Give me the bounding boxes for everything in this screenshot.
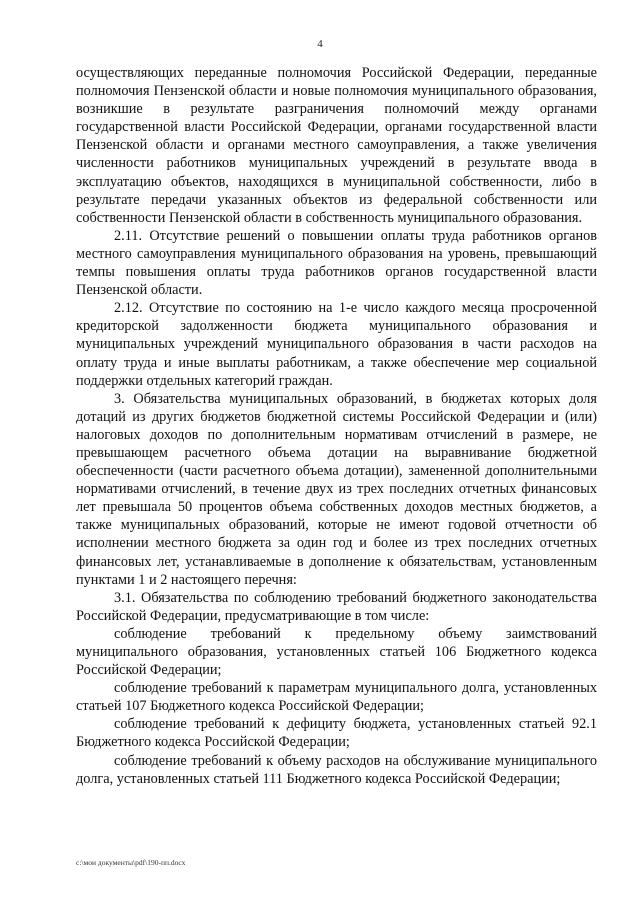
paragraph: соблюдение требований к дефициту бюджета, установленных статьей 92.1 Бюджетного кодекса Российской Федерации;	[76, 716, 597, 751]
paragraph: соблюдение требований к объему расходов на обслуживание муниципального долга, установленных статьей 111 Бюджетного кодекса Российской Федерации;	[76, 752, 597, 787]
paragraph: 2.11. Отсутствие решений о повышении оплаты труда работников органов местного самоуправления муниципального образования на уровень, превышающий темпы повышения оплаты труда работников органов государственной власти Пензенской области.	[76, 227, 597, 299]
paragraph: соблюдение требований к параметрам муниципального долга, установленных статьей 107 Бюджетного кодекса Российской Федерации;	[76, 680, 597, 715]
paragraph: осуществляющих переданные полномочия Российской Федерации, переданные полномочия Пензенской области и новые полномочия муниципального образования, возникшие в результате разграничения полномочий между органами государственной власти Российской Федерации, органами государственной власти Пензенской области и органами местного самоуправления, а также увеличения численности работников муниципальных учреждений в результате ввода в эксплуатацию объектов, находящихся в муниципальной собственности, либо в результате передачи указанных объектов из федеральной собственности или собственности Пензенской области в собственность муниципального образования.	[76, 65, 597, 226]
paragraph: 3.1. Обязательства по соблюдению требований бюджетного законодательства Российской Федерации, предусматривающие в том числе:	[76, 589, 597, 624]
page-number: 4	[317, 38, 323, 50]
paragraph: 2.12. Отсутствие по состоянию на 1-е число каждого месяца просроченной кредиторской задолженности бюджета муниципального образования и муниципальных учреждений муниципального образования в части расходов на оплату труда и иные выплаты работникам, а также обеспечение мер социальной поддержки отдельных категорий граждан.	[76, 300, 597, 389]
paragraph: 3. Обязательства муниципальных образований, в бюджетах которых доля дотаций из других бюджетов бюджетной системы Российской Федерации и (или) налоговых доходов по дополнительным нормативам отчислений в размере, не превышающем расчетного объема дотации на выравнивание бюджетной обеспеченности (части расчетного объема дотации), замененной дополнительными нормативами отчислений, в течение двух из трех последних отчетных финансовых лет превышала 50 процентов объема собственных доходов местных бюджетов, а также муниципальных образований, которые не имеют годовой отчетности об исполнении местного бюджета за один год и более из трех последних отчетных финансовых лет, устанавливаемые в дополнение к обязательствам, установленным пунктами 1 и 2 настоящего перечня:	[76, 390, 597, 588]
file-path-footer: c:\мои документы\pdf\190-пп.docx	[76, 858, 186, 867]
document-body	[76, 64, 597, 788]
paragraph: соблюдение требований к предельному объему заимствований муниципального образования, установленных статьей 106 Бюджетного кодекса Российской Федерации;	[76, 625, 597, 679]
